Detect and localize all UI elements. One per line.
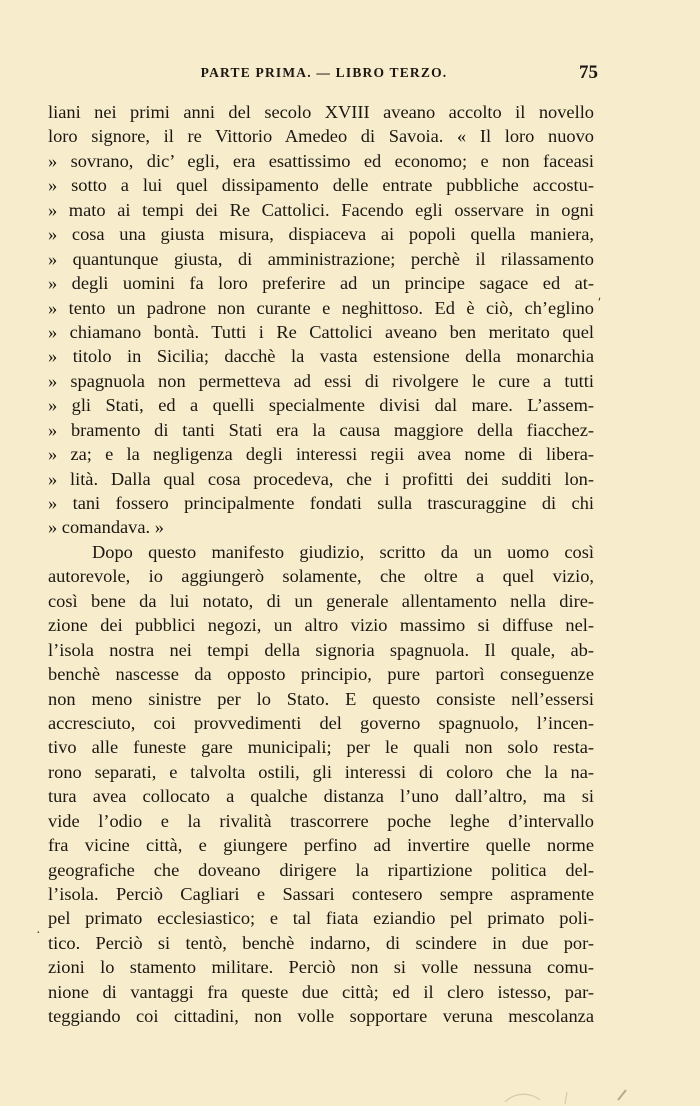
text-line: » gli Stati, ed a quelli specialmente divisi dal mare. L’assem- <box>48 395 594 416</box>
text-line: » sovrano, dic’ egli, era esattissimo ed economo; e non faceasi <box>48 150 594 171</box>
text-line: teggiando coi cittadini, non volle sopportare veruna mescolanza <box>48 1006 594 1027</box>
text-line: » spagnuola non permetteva ad essi di rivolgere le cure a tutti <box>48 370 594 391</box>
text-line: geografiche che doveano dirigere la ripartizione politica del- <box>48 859 594 880</box>
running-header <box>48 62 600 86</box>
text-line: fra vicine città, e giungere perfino ad invertire quelle norme <box>48 835 594 856</box>
text-line: » degli uomini fa loro preferire ad un principe sagace ed at- <box>48 273 594 294</box>
text-line: » lità. Dalla qual cosa procedeva, che i profitti dei sudditi lon- <box>48 468 594 489</box>
text-line: liani nei primi anni del secolo XVIII aveano accolto il novello <box>48 102 594 122</box>
margin-tick-mark: ʹ <box>598 296 602 311</box>
scan-watermark <box>500 1086 650 1106</box>
text-line: » mato ai tempi dei Re Cattolici. Facendo egli osservare in ogni <box>48 199 594 220</box>
text-line: » sotto a lui quel dissipamento delle entrate pubbliche accostu- <box>48 175 594 196</box>
text-line: zione dei pubblici negozi, un altro vizio massimo si diffuse nel- <box>48 615 594 636</box>
body-text <box>48 100 594 1029</box>
text-line: » quantunque giusta, di amministrazione; perchè il rilassamento <box>48 248 594 269</box>
margin-dot-mark: · <box>36 926 41 941</box>
text-line: così bene da lui notato, di un generale allentamento nella dire- <box>48 590 594 611</box>
text-line: Dopo questo manifesto giudizio, scritto da un uomo così <box>92 541 594 562</box>
text-line: » cosa una giusta misura, dispiaceva ai popoli quella maniera, <box>48 224 594 245</box>
text-line: loro signore, il re Vittorio Amedeo di Savoia. « Il loro nuovo <box>48 126 594 147</box>
text-line: zioni lo stamento militare. Perciò non si volle nessuna comu- <box>48 957 594 978</box>
text-line: tico. Perciò si tentò, benchè indarno, di scindere in due por- <box>48 932 594 953</box>
text-line: pel primato ecclesiastico; e tal fiata eziandio pel primato poli- <box>48 908 594 929</box>
text-line: rono separati, e talvolta ostili, gli interessi di coloro che la na- <box>48 761 594 782</box>
text-line: tura avea collocato a qualche distanza l’uno dall’altro, ma si <box>48 786 594 807</box>
text-line: vide l’odio e la rivalità trascorrere poche leghe d’intervallo <box>48 810 594 831</box>
text-line: tivo alle funeste gare municipali; per le quali non solo resta- <box>48 737 594 758</box>
text-line: l’isola nostra nei tempi della signoria spagnuola. Il quale, ab- <box>48 639 594 660</box>
text-line: non meno sinistre per lo Stato. E questo consiste nell’essersi <box>48 688 594 709</box>
text-line: l’isola. Perciò Cagliari e Sassari contesero sempre aspramente <box>48 884 594 904</box>
text-line: » tento un padrone non curante e neghittoso. Ed è ciò, ch’eglino <box>48 297 594 318</box>
text-line: » tani fossero principalmente fondati sulla trascuraggine di chi <box>48 493 594 513</box>
page-number: 75 <box>579 62 598 83</box>
text-line: » za; e la negligenza degli interessi regii avea nome di libera- <box>48 444 594 465</box>
text-line: benchè nascesse da opposto principio, pure partorì conseguenze <box>48 664 594 685</box>
text-line: » titolo in Sicilia; dacchè la vasta estensione della monarchia <box>48 346 594 367</box>
text-line: » chiamano bontà. Tutti i Re Cattolici aveano ben meritato quel <box>48 321 594 342</box>
running-title: PARTE PRIMA. — LIBRO TERZO. <box>200 65 448 80</box>
text-line: accresciuto, coi provvedimenti del governo spagnuolo, l’incen- <box>48 712 594 733</box>
text-line: » comandava. » <box>48 517 164 538</box>
text-line: nione di vantaggi fra queste due città; ed il clero istesso, par- <box>48 981 594 1002</box>
text-line: autorevole, io aggiungerò solamente, che oltre a quel vizio, <box>48 566 594 587</box>
text-line: » bramento di tanti Stati era la causa maggiore della fiacchez- <box>48 419 594 440</box>
